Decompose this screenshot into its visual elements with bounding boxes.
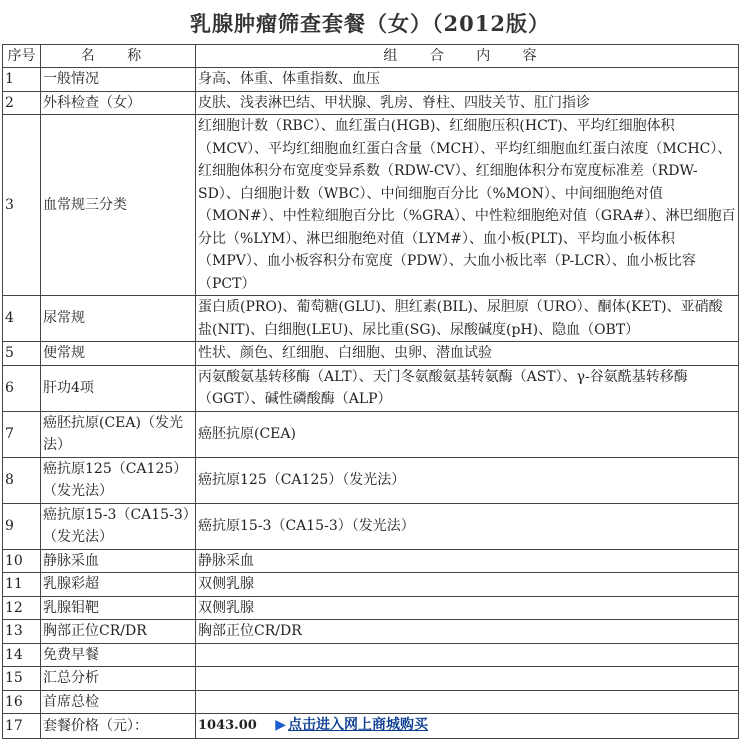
header-name: 名 称 [41, 45, 196, 68]
row-content [196, 643, 739, 667]
row-no: 17 [3, 714, 41, 739]
row-content: 性状、颜色、红细胞、白细胞、虫卵、潜血试验 [196, 342, 739, 366]
row-name: 血常规三分类 [41, 115, 196, 296]
price-cell [196, 714, 739, 739]
row-no: 6 [3, 365, 41, 411]
row-content: 胸部正位CR/DR [196, 620, 739, 644]
row-no: 1 [3, 68, 41, 92]
table-row [3, 503, 739, 549]
row-no: 11 [3, 573, 41, 597]
row-no: 16 [3, 690, 41, 714]
row-name: 癌抗原125（CA125）（发光法） [41, 457, 196, 503]
row-no: 12 [3, 596, 41, 620]
table-row [3, 296, 739, 342]
row-name: 乳腺彩超 [41, 573, 196, 597]
row-no: 14 [3, 643, 41, 667]
price-value: 1043.00 [198, 718, 257, 733]
triangle-right-icon: ▶ [275, 717, 287, 733]
row-content: 双侧乳腺 [196, 596, 739, 620]
price-label: 套餐价格（元）： [41, 714, 196, 739]
row-content [196, 667, 739, 691]
row-name: 汇总分析 [41, 667, 196, 691]
row-content: 癌胚抗原(CEA) [196, 411, 739, 457]
row-no: 3 [3, 115, 41, 296]
table-row [3, 115, 739, 296]
row-name: 乳腺钼靶 [41, 596, 196, 620]
row-name: 胸部正位CR/DR [41, 620, 196, 644]
row-content: 身高、体重、体重指数、血压 [196, 68, 739, 92]
header-no: 序号 [3, 45, 41, 68]
row-name: 肝功4项 [41, 365, 196, 411]
row-content: 丙氨酸氨基转移酶（ALT）、天门冬氨酸氨基转氨酶（AST）、γ-谷氨酰基转移酶（GGT）、碱性磷酸酶（ALP） [196, 365, 739, 411]
row-content: 静脉采血 [196, 549, 739, 573]
row-name: 一般情况 [41, 68, 196, 92]
row-content: 双侧乳腺 [196, 573, 739, 597]
row-content: 皮肤、浅表淋巴结、甲状腺、乳房、脊柱、四肢关节、肛门指诊 [196, 91, 739, 115]
row-name: 免费早餐 [41, 643, 196, 667]
table-row [3, 549, 739, 573]
row-no: 15 [3, 667, 41, 691]
table-header-row [3, 45, 739, 68]
table-row [3, 596, 739, 620]
row-no: 8 [3, 457, 41, 503]
page-title: 乳腺肿瘤筛查套餐（女）（2012版） [190, 11, 550, 36]
table-row [3, 411, 739, 457]
row-no: 4 [3, 296, 41, 342]
row-content: 红细胞计数（RBC）、血红蛋白(HGB)、红细胞压积(HCT)、平均红细胞体积（MCV）、平均红细胞血红蛋白含量（MCH）、平均红细胞血红蛋白浓度（MCHC）、红细胞体积分布宽度变异系数（RDW-CV）、红细胞体积分布宽度标准差（RDW-SD）、白细胞计数（WBC）、中间细胞百分比（%MON）、中间细胞绝对值（MON#）、中性粒细胞百分比（%GRA）、中性粒细胞绝对值（GRA#）、淋巴细胞百分比（%LYM）、淋巴细胞绝对值（LYM#）、血小板(PLT)、平均血小板体积（MPV）、血小板容积分布宽度（PDW）、大血小板比率（P-LCR）、血小板比容（PCT） [196, 115, 739, 296]
header-content: 组 合 内 容 [196, 45, 739, 68]
row-name: 首席总检 [41, 690, 196, 714]
row-no: 7 [3, 411, 41, 457]
price-row [3, 714, 739, 739]
row-no: 10 [3, 549, 41, 573]
row-content: 蛋白质(PRO)、葡萄糖(GLU)、胆红素(BIL)、尿胆原（URO）、酮体(KET)、亚硝酸盐(NIT)、白细胞(LEU)、尿比重(SG)、尿酸碱度(pH)、隐血（OBT） [196, 296, 739, 342]
row-name: 尿常规 [41, 296, 196, 342]
table-row [3, 457, 739, 503]
table-row [3, 620, 739, 644]
row-name: 静脉采血 [41, 549, 196, 573]
row-no: 5 [3, 342, 41, 366]
table-row [3, 643, 739, 667]
table-row [3, 342, 739, 366]
table-row [3, 690, 739, 714]
row-name: 癌抗原15-3（CA15-3）（发光法） [41, 503, 196, 549]
table-row [3, 91, 739, 115]
row-name: 外科检查（女） [41, 91, 196, 115]
row-no: 13 [3, 620, 41, 644]
table-row [3, 68, 739, 92]
row-name: 便常规 [41, 342, 196, 366]
row-content: 癌抗原125（CA125）（发光法） [196, 457, 739, 503]
table-row [3, 667, 739, 691]
table-row [3, 573, 739, 597]
row-content: 癌抗原15-3（CA15-3）（发光法） [196, 503, 739, 549]
row-no: 9 [3, 503, 41, 549]
buy-link[interactable] [275, 717, 428, 733]
buy-link-label: 点击进入网上商城购买 [288, 717, 429, 733]
row-content [196, 690, 739, 714]
row-name: 癌胚抗原(CEA)（发光法） [41, 411, 196, 457]
table-row [3, 365, 739, 411]
row-no: 2 [3, 91, 41, 115]
package-table [2, 44, 739, 739]
